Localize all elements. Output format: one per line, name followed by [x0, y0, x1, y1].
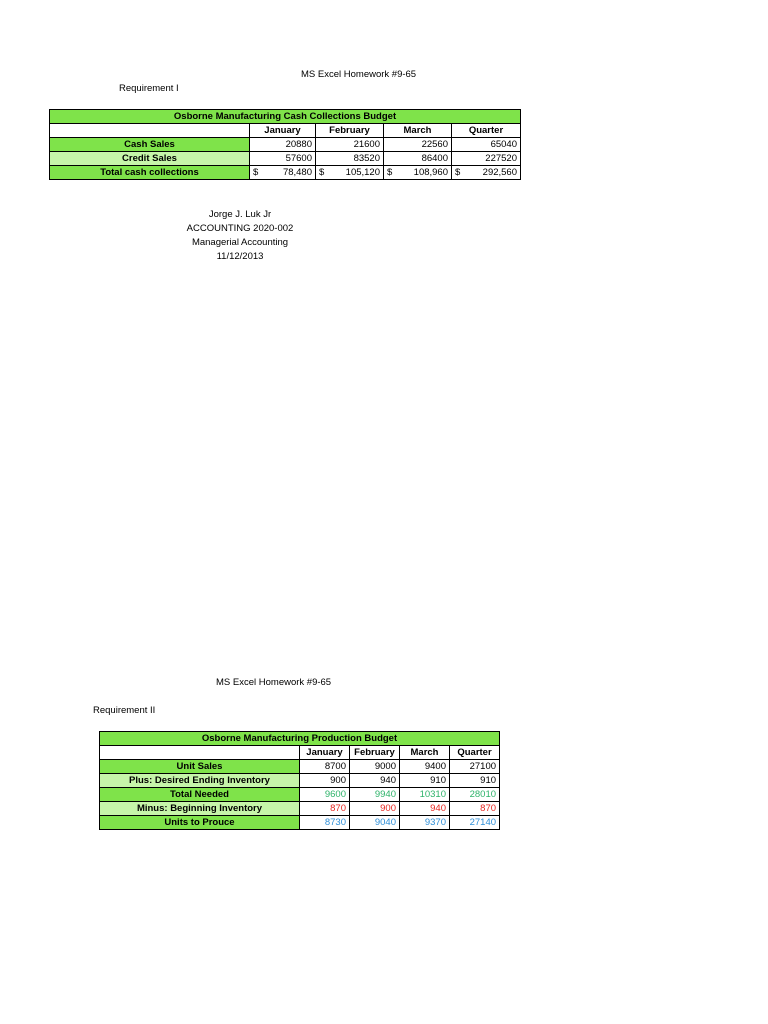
page1-header: MS Excel Homework #9-65 — [301, 69, 417, 80]
table-row — [100, 760, 500, 774]
cell: 910 — [400, 774, 450, 788]
cell: 21600 — [316, 138, 384, 152]
currency-symbol: $ — [319, 167, 325, 178]
row-label-total-cash-collections: Total cash collections — [50, 166, 250, 180]
row-label-total-needed: Total Needed — [100, 788, 300, 802]
col-header-february: February — [316, 124, 384, 138]
page1-requirement-label: Requirement I — [119, 83, 179, 94]
cell: 9940 — [350, 788, 400, 802]
cell: 900 — [300, 774, 350, 788]
cell: 9400 — [400, 760, 450, 774]
author-course: ACCOUNTING 2020-002 — [186, 223, 294, 234]
cell: 940 — [400, 802, 450, 816]
cell: $ 105,120 — [316, 166, 384, 180]
col-header-march: March — [384, 124, 452, 138]
cell: 9370 — [400, 816, 450, 830]
cell: 900 — [350, 802, 400, 816]
cell: 27100 — [450, 760, 500, 774]
table-row-total — [50, 166, 521, 180]
cell: 8700 — [300, 760, 350, 774]
cell: 910 — [450, 774, 500, 788]
row-label-desired-ending-inventory: Plus: Desired Ending Inventory — [100, 774, 300, 788]
cell: 870 — [450, 802, 500, 816]
cell: 65040 — [452, 138, 521, 152]
cell: $ 108,960 — [384, 166, 452, 180]
col-header-january: January — [250, 124, 316, 138]
cash-collections-title: Osborne Manufacturing Cash Collections Budget — [50, 110, 521, 124]
cell: 940 — [350, 774, 400, 788]
cell: $ 78,480 — [250, 166, 316, 180]
row-label-beginning-inventory: Minus: Beginning Inventory — [100, 802, 300, 816]
currency-symbol: $ — [253, 167, 259, 178]
cell: 20880 — [250, 138, 316, 152]
cell: 22560 — [384, 138, 452, 152]
cell: 227520 — [452, 152, 521, 166]
row-label-units-to-produce: Units to Prouce — [100, 816, 300, 830]
table-row — [100, 774, 500, 788]
currency-symbol: $ — [455, 167, 461, 178]
page2-requirement-label: Requirement II — [93, 705, 156, 716]
table-row — [100, 816, 500, 830]
cell: 9000 — [350, 760, 400, 774]
author-subject: Managerial Accounting — [191, 237, 289, 248]
table-row — [50, 138, 521, 152]
cell: 9040 — [350, 816, 400, 830]
row-label-unit-sales: Unit Sales — [100, 760, 300, 774]
header-blank-cell — [50, 124, 250, 138]
cash-collections-table — [49, 109, 521, 180]
col-header-january: January — [300, 746, 350, 760]
cell: 10310 — [400, 788, 450, 802]
col-header-march: March — [400, 746, 450, 760]
table-row — [100, 788, 500, 802]
row-label-credit-sales: Credit Sales — [50, 152, 250, 166]
table-row — [50, 152, 521, 166]
col-header-quarter: Quarter — [452, 124, 521, 138]
currency-symbol: $ — [387, 167, 393, 178]
row-label-cash-sales: Cash Sales — [50, 138, 250, 152]
col-header-february: February — [350, 746, 400, 760]
cell: 870 — [300, 802, 350, 816]
cell: 28010 — [450, 788, 500, 802]
author-name: Jorge J. Luk Jr — [208, 209, 272, 220]
cell: 8730 — [300, 816, 350, 830]
production-budget-table — [99, 731, 500, 830]
production-budget-title: Osborne Manufacturing Production Budget — [100, 732, 500, 746]
col-header-quarter: Quarter — [450, 746, 500, 760]
cell: 86400 — [384, 152, 452, 166]
header-blank-cell — [100, 746, 300, 760]
author-date: 11/12/2013 — [216, 251, 264, 262]
table-row — [100, 802, 500, 816]
cell: 83520 — [316, 152, 384, 166]
cell: 9600 — [300, 788, 350, 802]
page2-header: MS Excel Homework #9-65 — [216, 677, 332, 688]
cell: $ 292,560 — [452, 166, 521, 180]
cell: 57600 — [250, 152, 316, 166]
cell: 27140 — [450, 816, 500, 830]
